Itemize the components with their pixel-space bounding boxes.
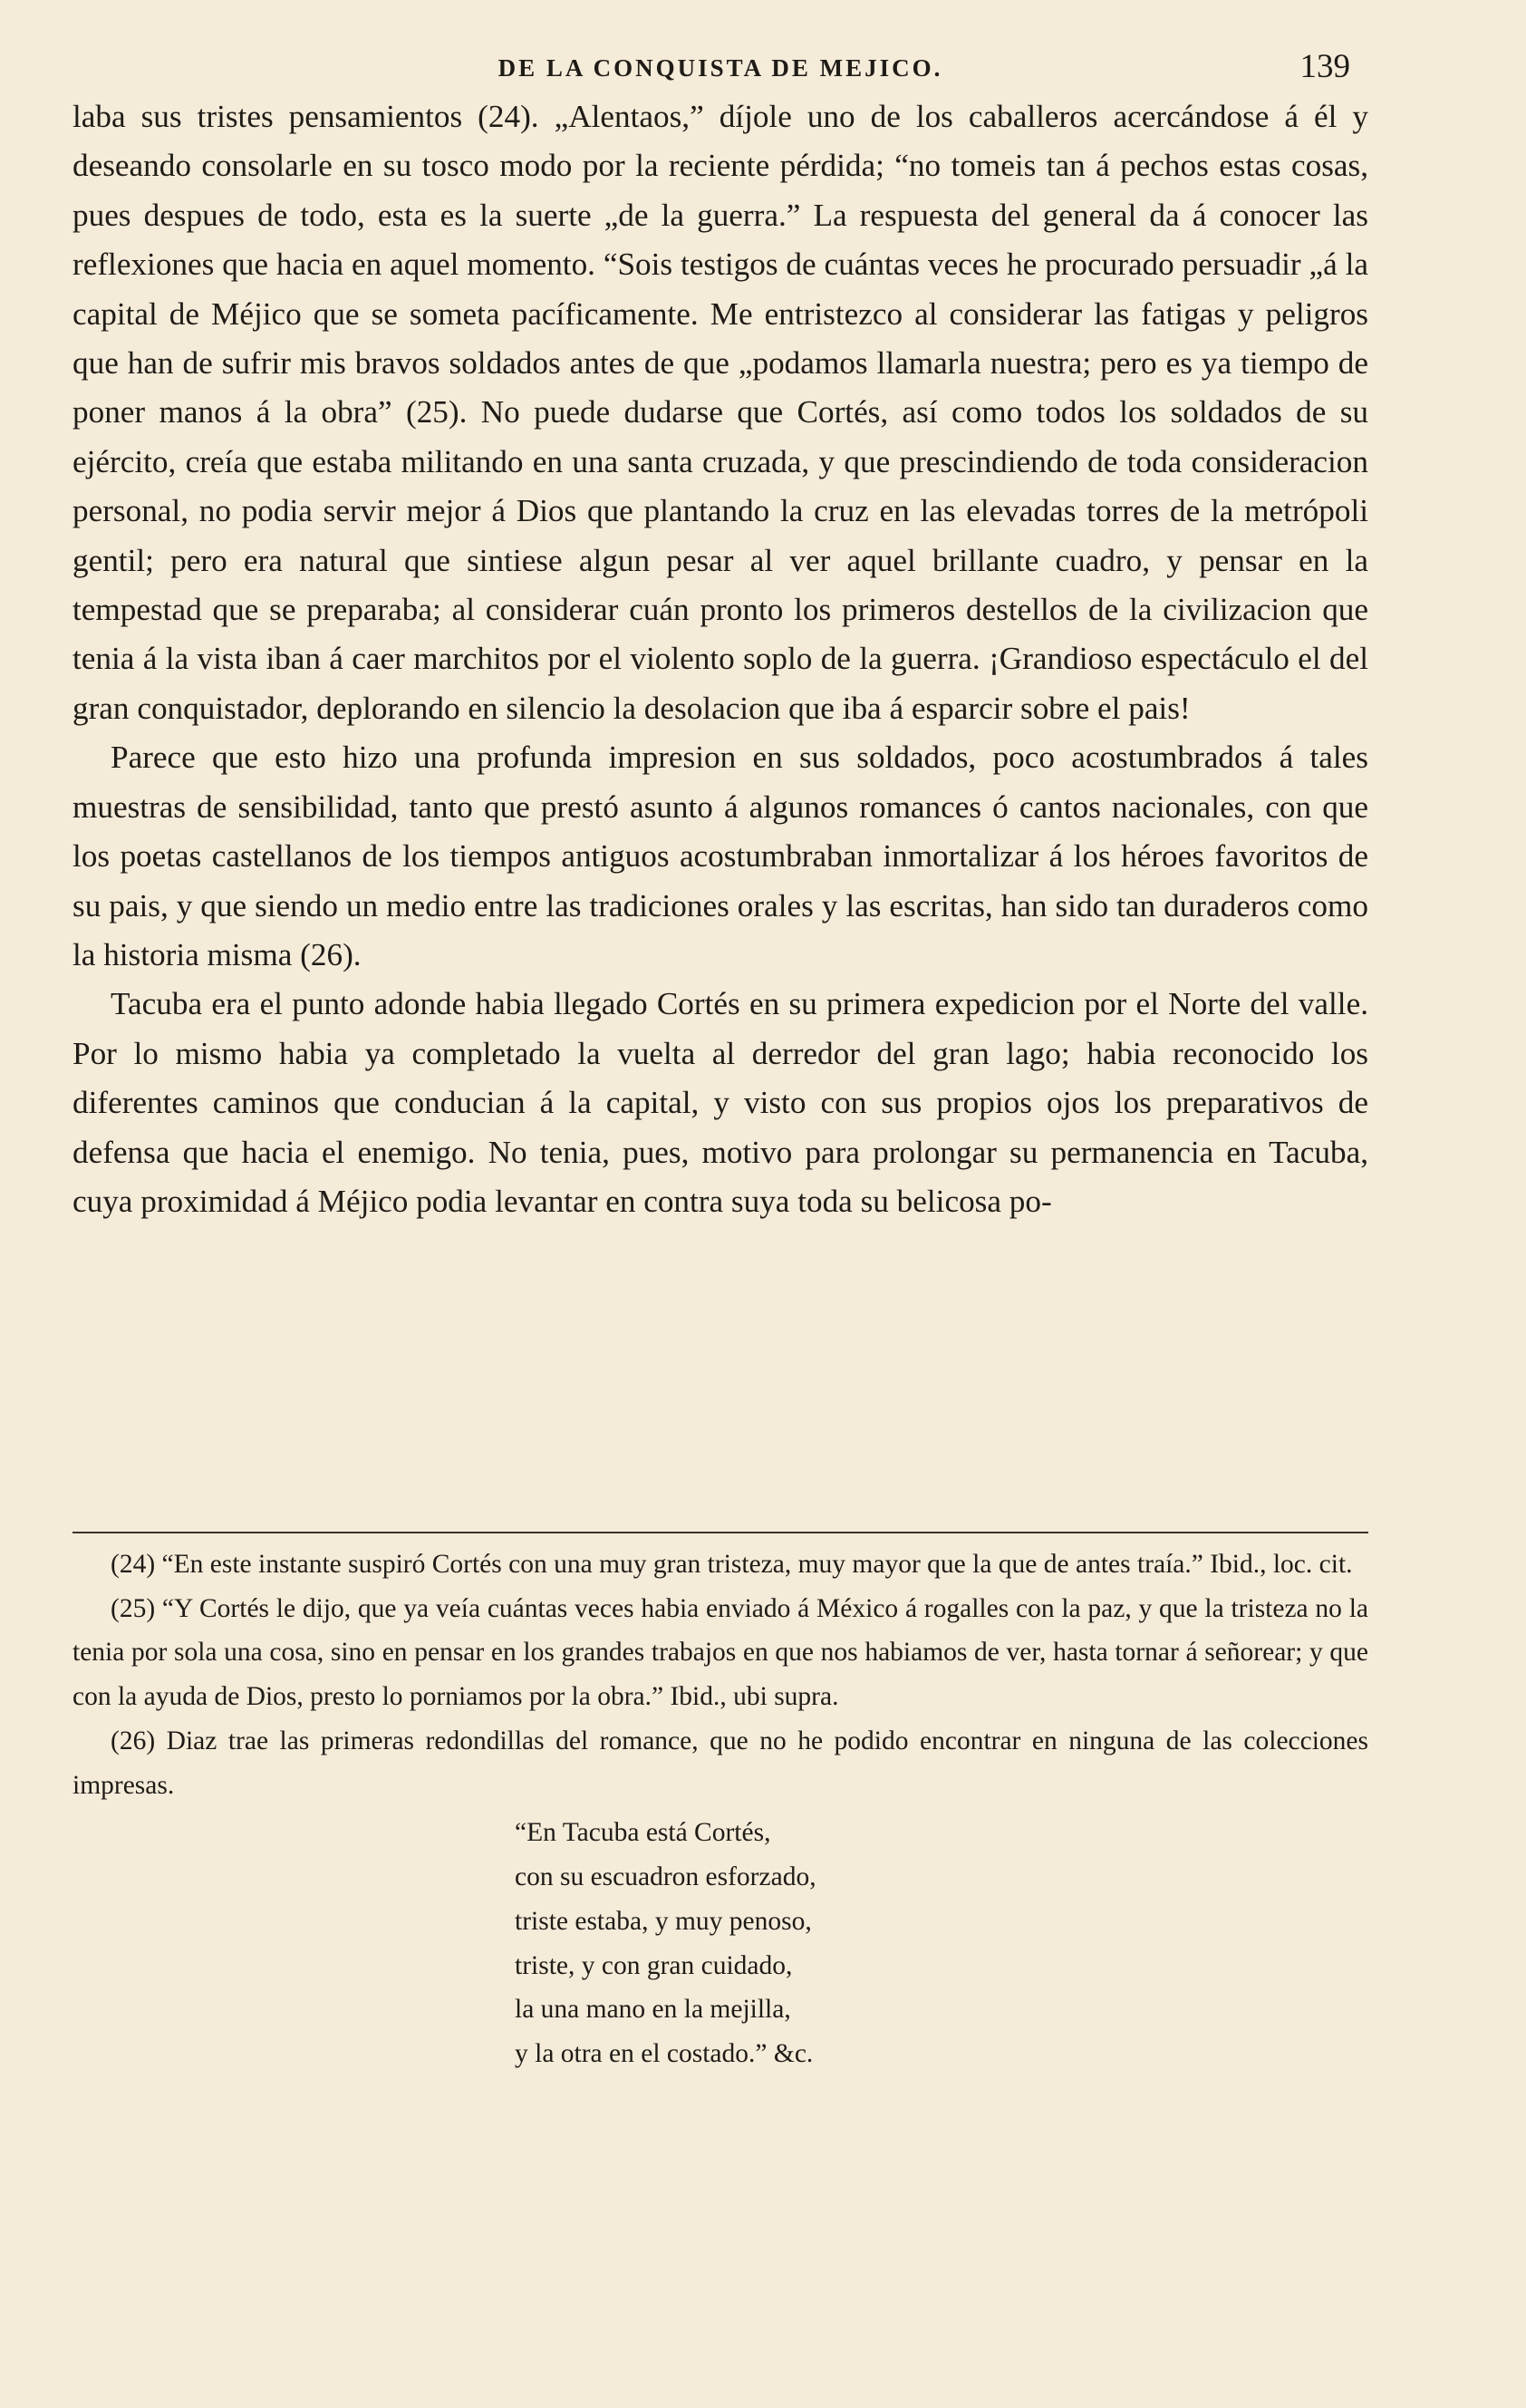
- paragraph-1: laba sus tristes pensamientos (24). „Alentaos,” díjole uno de los caballeros acercándose á él y deseando consolarle en su tosco modo por la reciente pérdida; “no tomeis tan á pechos estas cosas, pues despues de todo, esta es la suerte „de la guerra.” La respuesta del general da á conocer las reflexiones que hacia en aquel momento. “Sois testigos de cuántas veces he procurado persuadir „á la capital de Méjico que se someta pacíficamente. Me entristezco al considerar las fatigas y peligros que han de sufrir mis bravos soldados antes de que „podamos llamarla nuestra; pero es ya tiempo de poner manos á la obra” (25). No puede dudarse que Cortés, así como todos los soldados de su ejército, creía que estaba militando en una santa cruzada, y que prescindiendo de toda consideracion personal, no podia servir mejor á Dios que plantando la cruz en las elevadas torres de la metrópoli gentil; pero era natural que sintiese algun pesar al ver aquel brillante cuadro, y pensar en la tempestad que se preparaba; al considerar cuán pronto los primeros destellos de la civilizacion que tenia á la vista iban á caer marchitos por el violento soplo de la guerra. ¡Grandioso espectáculo el del gran conquistador, deplorando en silencio la desolacion que iba á esparcir sobre el pais!: [72, 99, 1368, 726]
- footnote-divider: [72, 1532, 1368, 1533]
- footnotes: [72, 1542, 1368, 2076]
- page-number: 139: [1299, 48, 1350, 85]
- running-title: DE LA CONQUISTA DE MEJICO.: [497, 54, 943, 82]
- footnote-25: (25) “Y Cortés le dijo, que ya veía cuántas veces habia enviado á México á rogalles con la paz, y que la tristeza no la tenia por sola una cosa, sino en pensar en los grandes trabajos en que nos habiamos de ver, hasta tornar á señorear; y que con la ayuda de Dios, presto lo porniamos por la obra.” Ibid., ubi supra.: [72, 1593, 1368, 1712]
- paragraph-2: Parece que esto hizo una profunda impresion en sus soldados, poco acostumbrados á tales muestras de sensibilidad, tanto que prestó asunto á algunos romances ó cantos nacionales, con que los poetas castellanos de los tiempos antiguos acostumbraban inmortalizar á los héroes favoritos de su pais, y que siendo un medio entre las tradiciones orales y las escritas, han sido tan duraderos como la historia misma (26).: [72, 740, 1368, 972]
- main-text: [72, 92, 1368, 1226]
- footnote-26: (26) Diaz trae las primeras redondillas del romance, que no he podido encontrar en ninguna de las colecciones impresas.: [72, 1726, 1368, 1800]
- verse-line: con su escuadron esforzado,: [515, 1862, 816, 1892]
- footnote-24: (24) “En este instante suspiró Cortés con una muy gran tristeza, muy mayor que la que de antes traía.” Ibid., loc. cit.: [111, 1550, 1353, 1579]
- page-header: [72, 47, 1368, 92]
- romance-verse: [515, 1811, 1368, 2076]
- verse-line: triste estaba, y muy penoso,: [515, 1906, 812, 1936]
- paragraph-3: Tacuba era el punto adonde habia llegado Cortés en su primera expedicion por el Norte del valle. Por lo mismo habia ya completado la vuelta al derredor del gran lago; habia reconocido los diferentes caminos que conducian á la capital, y visto con sus propios ojos los preparativos de defensa que hacia el enemigo. No tenia, pues, motivo para prolongar su permanencia en Tacuba, cuya proximidad á Méjico podia levantar en contra suya toda su belicosa po-: [72, 986, 1368, 1219]
- verse-line: y la otra en el costado.” &c.: [515, 2039, 814, 2069]
- verse-line: “En Tacuba está Cortés,: [515, 1818, 771, 1848]
- verse-line: la una mano en la mejilla,: [515, 1995, 791, 2025]
- verse-line: triste, y con gran cuidado,: [515, 1950, 793, 1980]
